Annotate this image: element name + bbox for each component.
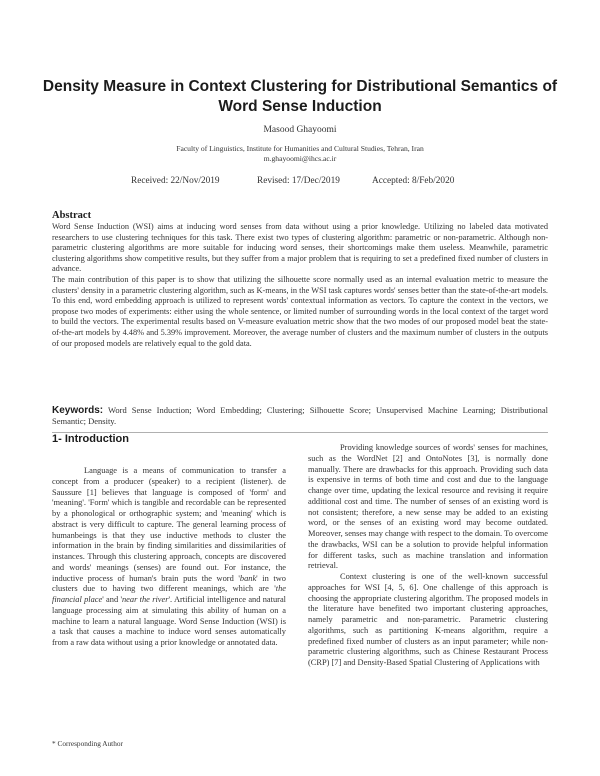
example-meaning: near the river: [121, 595, 169, 604]
received-date: Received: 22/Nov/2019: [131, 176, 220, 186]
revised-date: Revised: 17/Dec/2019: [257, 176, 340, 186]
keywords-text: Word Sense Induction; Word Embedding; Clustering; Silhouette Score; Unsupervised Machine Learning; Distributional Semantic; Density.: [52, 405, 548, 426]
keywords: [52, 405, 548, 427]
intro-paragraph: Language is a means of communication to transfer a concept from a producer (speaker) to a recipient (listener). de Saussure [1] believes that language is composed of 'form' and 'meaning'. 'Form' which is tangible and recordable can be represented by a phonological or orthographic system; and 'meaning' which is abstract is very difficult to capture. The general learning process of humanbeings is that they use inductive methods to cluster the information in the brain by finding similarities and dissimilarities of instances. Through this clustering approach, concepts are discovered and words' meanings (senses) are found out. For instance, the inductive process of human's brain puts the word 'bank' in two clusters due to having two different meanings, which are 'the financial place' and 'near the river'. Artificial intelligence and natural language processing aim at simulating this ability of human on a machine to learn a natural language. Word Sense Induction (WSI) is a task that causes a machine to induce word senses automatically from a raw data without using a prior knowledge or annotated data.: [52, 466, 286, 647]
example-word: bank: [239, 573, 257, 583]
introduction-heading: 1- Introduction: [52, 433, 129, 445]
author-name: Masood Ghayoomi: [263, 125, 337, 135]
author-affiliation-block: [0, 144, 600, 164]
left-column: [52, 466, 286, 649]
right-column: [308, 443, 548, 669]
paper-title: Density Measure in Context Clustering for Distributional Semantics of Word Sense Induction: [42, 78, 558, 115]
example-meaning: the financial place: [52, 584, 286, 604]
abstract-paragraph: The main contribution of this paper is to show that utilizing the silhouette score normally used as an internal evaluation metric to measure the clusters' density in a parametric clustering algorithm, such as K-means, in the WSI task captures words' senses better than the state-of-the-art models. To this end, word embedding approach is utilized to represent words' contextual information as vectors. To capture the context in the vectors, we propose two modes of experiments: either using the whole sentence, or limited number of surrounding words in the local context of the target word to build the vectors. The experimental results based on V-measure evaluation metric show that the two modes of our proposed model beat the state-of-the-art models by 4.48% and 5.39% improvement. Moreover, the average number of clusters and the maximum number of clusters in the outputs of our proposed models are relatively equal to the gold data.: [52, 274, 548, 348]
abstract-heading: Abstract: [52, 210, 92, 221]
keywords-label: Keywords:: [52, 405, 104, 416]
footnote: * Corresponding Author: [52, 739, 123, 748]
accepted-date: Accepted: 8/Feb/2020: [372, 176, 455, 186]
abstract-body: [52, 222, 548, 349]
author-affiliation: Faculty of Linguistics, Institute for Humanities and Cultural Studies, Tehran, Iran: [176, 144, 424, 153]
abstract-paragraph: Word Sense Induction (WSI) aims at inducing word senses from data without using a prior knowledge. Utilizing no labeled data motivated researchers to use clustering techniques for this task. There exist two types of clustering algorithm: parametric or non-parametric. Although non-parametric clustering algorithms are more suitable for inducing word senses, their shortcomings make them useless. Meanwhile, parametric clustering algorithms show competitive results, but they suffer from a major problem that is requiring to set a predefined fixed number of clusters in advance.: [52, 222, 548, 274]
intro-paragraph: Context clustering is one of the well-known successful approaches for WSI [4, 5, 6]. One challenge of this approach is choosing the appropriate clustering algorithm. The proposed models in the literature have benefited two important clustering approaches, namely parametric and non-parametric. Parametric clustering algorithms, such as partitioning K-means algorithm, require a predefined fixed number of clusters as an input parameter; while non-parametric clustering algorithms, such as Chinese Restaurant Process (CRP) [7] and Density-Based Spatial Clustering of Applications with: [308, 572, 548, 667]
author-email: m.ghayoomi@ihcs.ac.ir: [263, 154, 337, 163]
intro-paragraph: Providing knowledge sources of words' senses for machines, such as the WordNet [2] and OntoNotes [3], is normally done manually. There are drawbacks for this approach. Providing such data is expensive in terms of both time and cost and due to the language change over time, updating the lexical resource and revising it require additional cost and time. The number of senses of an existing word is not consistent; therefore, a new sense may be added to an existing word, or the senses of an existing word may become outdated. Moreover, senses may change with respect to the domain. To overcome the drawbacks, WSI can be a solution to provide helpful information for different tasks, such as machine translation and information retrieval.: [308, 443, 548, 571]
